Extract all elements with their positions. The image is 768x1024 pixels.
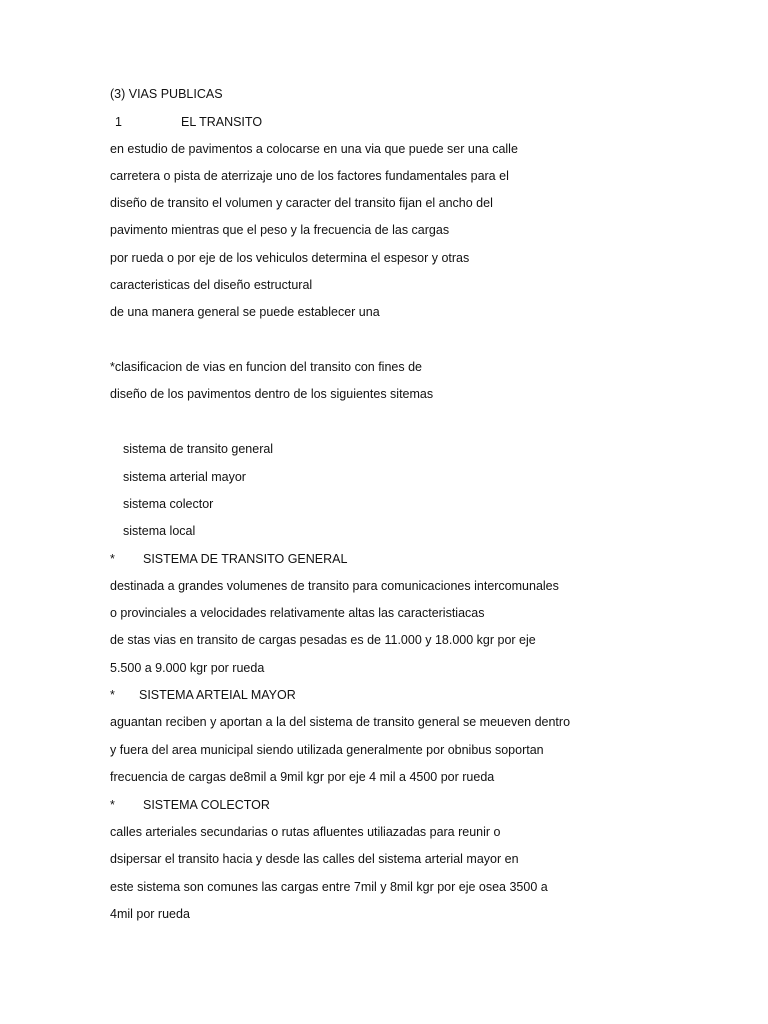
section-bullet: *	[110, 552, 115, 566]
section-line: este sistema son comunes las cargas entre 7mil y 8mil kgr por eje osea 3500 a	[110, 880, 548, 894]
section-line: y fuera del area municipal siendo utilizada generalmente por obnibus soportan	[110, 743, 544, 757]
section-line: 5.500 a 9.000 kgr por rueda	[110, 661, 265, 675]
section-line: 4mil por rueda	[110, 907, 190, 921]
classification-line: diseño de los pavimentos dentro de los siguientes sitemas	[110, 387, 434, 401]
system-list-item: sistema local	[123, 524, 196, 538]
section-line: o provinciales a velocidades relativamente altas las caracteristiacas	[110, 606, 485, 620]
section-line: calles arteriales secundarias o rutas afluentes utiliazadas para reunir o	[110, 825, 501, 839]
document-title: (3) VIAS PUBLICAS	[110, 87, 223, 101]
section-line: frecuencia de cargas de8mil a 9mil kgr por eje 4 mil a 4500 por rueda	[110, 770, 495, 784]
section-heading: SISTEMA DE TRANSITO GENERAL	[143, 552, 348, 566]
section-bullet: *	[110, 688, 115, 702]
section-line: aguantan reciben y aportan a la del sistema de transito general se meueven dentro	[110, 715, 571, 729]
system-list-item: sistema de transito general	[123, 442, 274, 456]
intro-line: en estudio de pavimentos a colocarse en una via que puede ser una calle	[110, 142, 518, 156]
section-title: EL TRANSITO	[181, 115, 263, 129]
intro-line: de una manera general se puede establecer una	[110, 305, 380, 319]
classification-line: *clasificacion de vias en funcion del transito con fines de	[110, 360, 422, 374]
intro-line: carretera o pista de aterrizaje uno de los factores fundamentales para el	[110, 169, 509, 183]
intro-line: caracteristicas del diseño estructural	[110, 278, 313, 292]
system-list-item: sistema arterial mayor	[123, 470, 246, 484]
section-heading: SISTEMA ARTEIAL MAYOR	[139, 688, 296, 702]
section-line: dsipersar el transito hacia y desde las calles del sistema arterial mayor en	[110, 852, 519, 866]
intro-line: por rueda o por eje de los vehiculos determina el espesor y otras	[110, 251, 470, 265]
intro-line: diseño de transito el volumen y caracter del transito fijan el ancho del	[110, 196, 493, 210]
section-number: 1	[115, 115, 122, 129]
section-line: destinada a grandes volumenes de transito para comunicaciones intercomunales	[110, 579, 559, 593]
section-heading: SISTEMA COLECTOR	[143, 798, 270, 812]
system-list-item: sistema colector	[123, 497, 214, 511]
section-line: de stas vias en transito de cargas pesadas es de 11.000 y 18.000 kgr por eje	[110, 633, 536, 647]
section-bullet: *	[110, 798, 115, 812]
intro-line: pavimento mientras que el peso y la frecuencia de las cargas	[110, 223, 450, 237]
